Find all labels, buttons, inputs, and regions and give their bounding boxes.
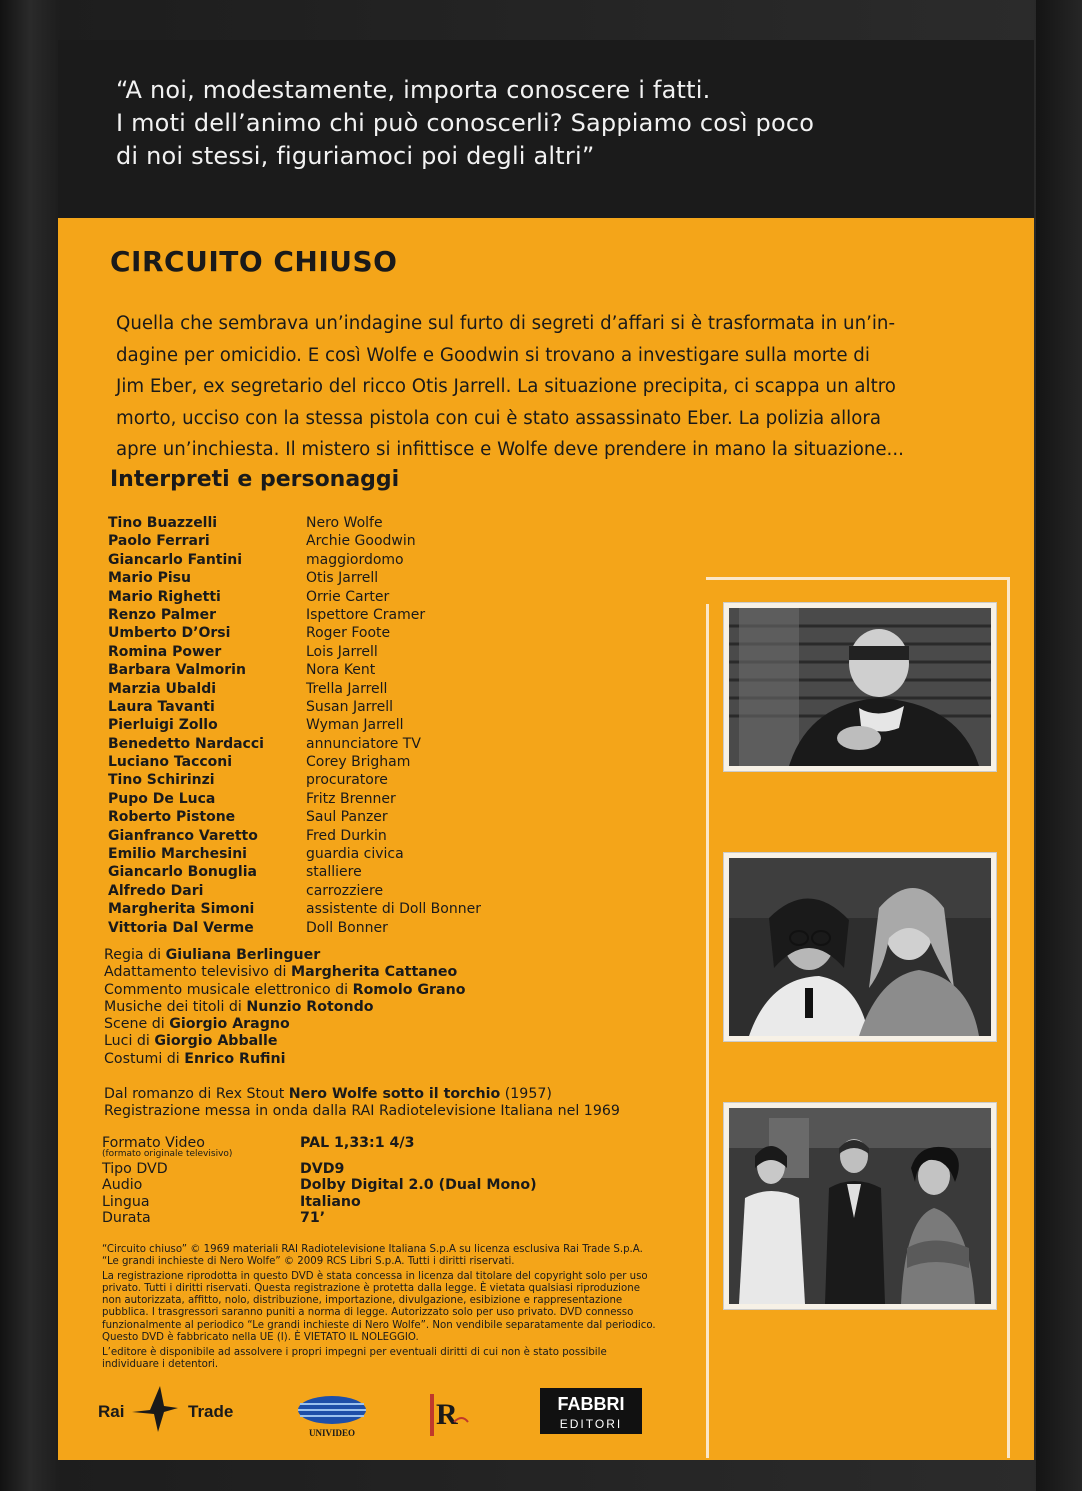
cast-row [108, 771, 578, 789]
cast-row [108, 643, 578, 661]
credit-role-label: Luci di [104, 1033, 155, 1050]
quote [116, 74, 996, 173]
cast-actor: Barbara Valmorin [108, 662, 246, 679]
cast-role: Roger Foote [306, 625, 391, 642]
quote-band [58, 40, 1034, 218]
cast-role: Corey Brigham [306, 754, 411, 771]
cast-row [108, 624, 578, 642]
crew-credits [104, 947, 664, 1068]
still-photo-1 [724, 603, 996, 771]
cast-actor: Gianfranco Varetto [108, 827, 258, 844]
tech-specs [102, 1135, 622, 1226]
cast-role: annunciatore TV [306, 735, 421, 752]
logos-svg [98, 1384, 658, 1444]
spec-language [102, 1194, 622, 1210]
still-photo-1-image [729, 608, 991, 766]
credit-line [104, 1033, 664, 1050]
cast-role: Lois Jarrell [306, 643, 378, 660]
cast-list [108, 514, 578, 937]
cast-role: Otis Jarrell [306, 570, 379, 587]
spec-value: Italiano [300, 1193, 361, 1210]
cast-actor: Pierluigi Zollo [108, 717, 218, 734]
cast-actor: Benedetto Nardacci [108, 735, 264, 752]
cast-role: Archie Goodwin [306, 533, 416, 550]
credit-person: Margherita Cattaneo [290, 964, 458, 981]
still-photo-3-image [729, 1108, 991, 1304]
credit-person: Giorgio Aragno [169, 1016, 290, 1033]
cast-row [108, 588, 578, 606]
credit-role-label: Musiche dei titoli di [104, 998, 247, 1015]
spec-duration [102, 1210, 622, 1226]
spec-label: Audio [102, 1177, 143, 1194]
cast-row [108, 569, 578, 587]
fabbri-text: FABBRI [557, 1394, 625, 1414]
spec-dvd [102, 1161, 622, 1177]
credit-line [104, 1016, 664, 1033]
quote-line: di noi stessi, figuriamoci poi degli altri” [116, 142, 595, 170]
credit-line [104, 1051, 664, 1068]
spec-value: Dolby Digital 2.0 (Dual Mono) [300, 1177, 537, 1194]
cast-row [108, 716, 578, 734]
novel-title: Nero Wolfe sotto il torchio [288, 1086, 501, 1102]
credit-person: Nunzio Rotondo [246, 998, 374, 1015]
spec-format-note: (formato originale televisivo) [102, 1149, 233, 1160]
cast-role: procuratore [306, 772, 388, 789]
novel-line [104, 1086, 724, 1103]
cast-actor: Giancarlo Bonuglia [108, 864, 257, 881]
cast-row [108, 790, 578, 808]
cast-row [108, 808, 578, 826]
cast-row [108, 698, 578, 716]
cast-actor: Tino Buazzelli [108, 515, 218, 531]
spec-value: PAL 1,33:1 4/3 [300, 1135, 415, 1151]
credit-person: Romolo Grano [352, 981, 466, 998]
cast-role: Orrie Carter [306, 588, 390, 605]
cast-actor: Umberto D’Orsi [108, 625, 231, 642]
cast-row [108, 845, 578, 863]
cast-actor: Roberto Pistone [108, 809, 236, 826]
credit-line [104, 982, 664, 999]
synopsis-line: dagine per omicidio. E così Wolfe e Goodwin si trovano a investigare sulla morte di [116, 344, 870, 366]
cast-role: Nora Kent [306, 662, 376, 679]
quote-line: “A noi, modestamente, importa conoscere i fatti. [116, 76, 711, 104]
credit-line [104, 999, 664, 1016]
credit-line [104, 964, 664, 981]
cast-role: guardia civica [306, 846, 404, 863]
rai-trade-logo [98, 1386, 233, 1432]
cast-row [108, 532, 578, 550]
cast-role: Ispettore Cramer [306, 606, 426, 623]
legal-notice [102, 1244, 662, 1374]
logo-strip [98, 1384, 658, 1444]
univideo-text: UNIVIDEO [308, 1428, 356, 1438]
credit-role-label: Commento musicale elettronico di [104, 981, 353, 998]
spec-value: DVD9 [300, 1161, 345, 1178]
synopsis-line: Jim Eber, ex segretario del ricco Otis Jarrell. La situazione precipita, ci scappa un altro [116, 376, 896, 397]
cast-row [108, 882, 578, 900]
r-logo-bar [430, 1394, 434, 1436]
cast-role: maggiordomo [306, 551, 404, 568]
publisher-r-logo [430, 1394, 468, 1436]
cast-role: Doll Bonner [306, 919, 388, 936]
spec-label: Durata [102, 1209, 151, 1226]
source-info [104, 1086, 724, 1121]
cast-role: Nero Wolfe [306, 515, 383, 531]
cast-heading: Interpreti e personaggi [110, 467, 400, 492]
cast-row [108, 900, 578, 918]
frame-gap [706, 580, 709, 604]
credit-role-label: Scene di [104, 1016, 170, 1033]
cast-actor: Alfredo Dari [108, 882, 204, 899]
cast-actor: Luciano Tacconi [108, 754, 233, 771]
spec-label: Tipo DVD [102, 1161, 168, 1178]
synopsis [116, 308, 1026, 466]
cast-row [108, 827, 578, 845]
r-letter-icon: R [436, 1398, 458, 1431]
cast-row [108, 753, 578, 771]
cast-role: carrozziere [306, 882, 384, 899]
trade-text: Trade [188, 1402, 234, 1421]
cast-row [108, 661, 578, 679]
cast-actor: Paolo Ferrari [108, 533, 210, 550]
cast-actor: Mario Pisu [108, 570, 191, 587]
novel-year: (1957) [500, 1086, 552, 1102]
cast-role: assistente di Doll Bonner [306, 901, 481, 918]
cast-row [108, 514, 578, 532]
rai-text: Rai [98, 1402, 125, 1421]
cast-actor: Mario Righetti [108, 588, 221, 605]
still-photo-3 [724, 1103, 996, 1309]
univideo-logo [298, 1396, 366, 1438]
synopsis-line: morto, ucciso con la stessa pistola con cui è stato assassinato Eber. La polizia allora [116, 407, 881, 429]
credit-role-label: Adattamento televisivo di [104, 964, 291, 981]
cast-actor: Emilio Marchesini [108, 846, 247, 863]
page-title: CIRCUITO CHIUSO [110, 245, 398, 278]
rai-star-icon [132, 1386, 178, 1432]
cast-actor: Pupo De Luca [108, 790, 216, 807]
broadcast-line: Registrazione messa in onda dalla RAI Radiotelevisione Italiana nel 1969 [104, 1103, 620, 1120]
cast-actor: Tino Schirinzi [108, 772, 215, 789]
cast-role: Fred Durkin [306, 827, 387, 844]
credit-role-label: Regia di [104, 947, 166, 963]
credit-line [104, 947, 664, 964]
cast-actor: Romina Power [108, 643, 222, 660]
cast-role: Susan Jarrell [306, 698, 394, 715]
legal-paragraph: La registrazione riprodotta in questo DVD è stata concessa in licenza dal titolare del copyright solo per uso privato. Tutti i diritti riservati. Questa registrazione è protetta dalla legge. È vietata qualsiasi riproduzione non autorizzata, affitto, nolo, distribuzione, importazione, divulgazione, esibizione e rappresentazione pubblica. I trasgressori saranno puniti a norma di legge. Autorizzato solo per uso privato. DVD connesso funzionalmente al periodico “Le grandi inchieste di Nero Wolfe”. Non vendibile separatamente dal periodico. Questo DVD è fabbricato nella UE (I). È VIETATO IL NOLEGGIO. [102, 1271, 656, 1343]
editori-text: EDITORI [559, 1417, 623, 1431]
cast-role: stalliere [306, 864, 362, 881]
cast-role: Wyman Jarrell [306, 717, 404, 734]
dvd-back-cover [58, 40, 1034, 1460]
cast-actor: Margherita Simoni [108, 901, 255, 918]
synopsis-line: Quella che sembrava un’indagine sul furto di segreti d’affari si è trasformata in un’in- [116, 313, 896, 334]
spec-format [102, 1135, 622, 1151]
cast-row [108, 863, 578, 881]
spec-value: 71’ [300, 1209, 326, 1226]
case-spine [1036, 0, 1082, 1491]
credit-role-label: Costumi di [104, 1050, 185, 1067]
cast-row [108, 551, 578, 569]
credit-person: Enrico Rufini [184, 1050, 286, 1067]
quote-line: I moti dell’animo chi può conoscerli? Sappiamo così poco [116, 109, 815, 137]
legal-paragraph: “Circuito chiuso” © 1969 materiali RAI Radiotelevisione Italiana S.p.A su licenza esclusiva Rai Trade S.p.A. “Le grandi inchieste di Nero Wolfe” © 2009 RCS Libri S.p.A. Tutti i diritti riservati. [102, 1244, 643, 1268]
cast-role: Saul Panzer [306, 809, 388, 826]
cast-actor: Laura Tavanti [108, 698, 215, 715]
cast-actor: Vittoria Dal Verme [108, 919, 254, 936]
novel-prefix: Dal romanzo di Rex Stout [104, 1086, 289, 1102]
still-photo-2 [724, 853, 996, 1041]
still-photo-2-image [729, 858, 991, 1036]
spec-label: Lingua [102, 1193, 150, 1210]
cast-row [108, 735, 578, 753]
fabbri-editori-logo [540, 1388, 642, 1434]
cast-actor: Giancarlo Fantini [108, 551, 243, 568]
spec-label: Formato Video [102, 1135, 205, 1151]
cast-role: Trella Jarrell [306, 680, 388, 697]
legal-paragraph: L’editore è disponibile ad assolvere i propri impegni per eventuali diritti di cui non è stato possibile individuare i detentori. [102, 1346, 607, 1370]
cast-row [108, 680, 578, 698]
cast-row [108, 606, 578, 624]
cast-actor: Marzia Ubaldi [108, 680, 217, 697]
spec-audio [102, 1177, 622, 1193]
cast-role: Fritz Brenner [306, 790, 396, 807]
credit-person: Giorgio Abballe [154, 1033, 278, 1050]
credit-person: Giuliana Berlinguer [165, 947, 321, 963]
cast-row [108, 919, 578, 937]
synopsis-line: apre un’inchiesta. Il mistero si infittisce e Wolfe deve prendere in mano la situazione... [116, 439, 904, 460]
cast-actor: Renzo Palmer [108, 606, 217, 623]
